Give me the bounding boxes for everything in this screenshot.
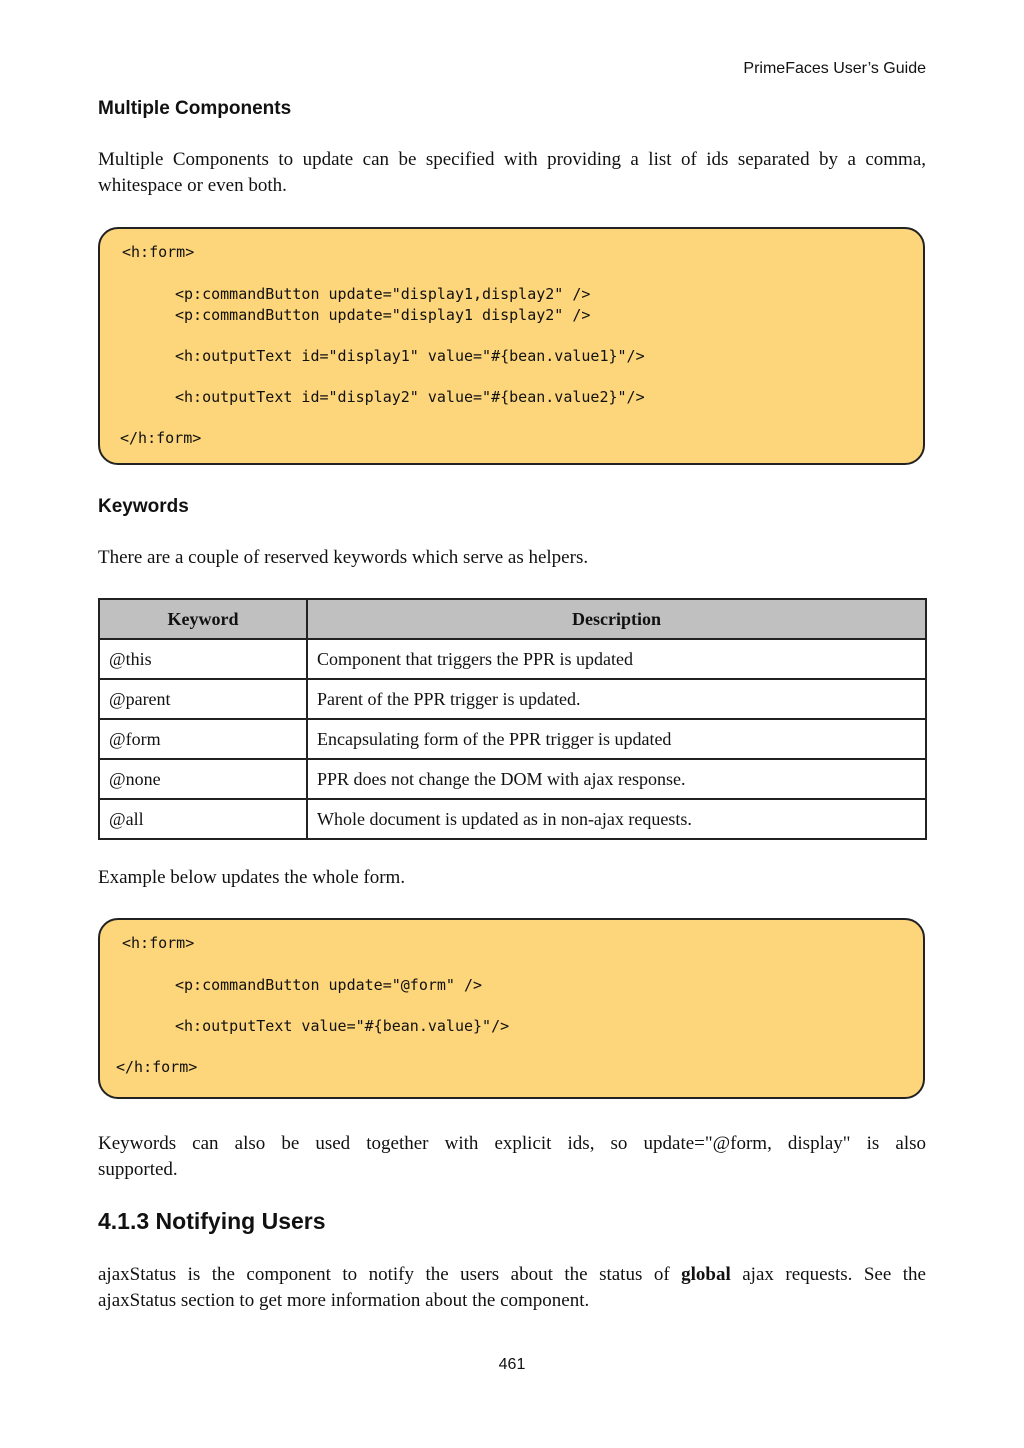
code-line: <h:form> bbox=[122, 243, 195, 261]
code-block-multiple-components bbox=[98, 227, 925, 465]
bold-text-global: global bbox=[681, 1264, 731, 1285]
running-header: PrimeFaces User’s Guide bbox=[743, 60, 926, 77]
description-cell: Component that triggers the PPR is updated bbox=[307, 639, 926, 679]
table-row bbox=[99, 759, 926, 799]
code-line: <p:commandButton update="display1 display2" /> bbox=[175, 306, 591, 324]
paragraph-line: Example below updates the whole form. bbox=[98, 867, 406, 888]
text-segment: ajaxStatus is the component to notify the users about the status of bbox=[98, 1264, 670, 1285]
section-heading-keywords: Keywords bbox=[98, 496, 189, 517]
paragraph-line: supported. bbox=[98, 1159, 178, 1180]
keyword-cell: @this bbox=[99, 639, 307, 679]
code-line: <p:commandButton update="display1,display2" /> bbox=[175, 285, 591, 303]
keywords-combined-paragraph bbox=[98, 1131, 926, 1183]
keywords-table bbox=[98, 598, 927, 840]
description-cell: Encapsulating form of the PPR trigger is updated bbox=[307, 719, 926, 759]
table-header-description: Description bbox=[307, 599, 926, 639]
table-header-row bbox=[99, 599, 926, 639]
multiple-components-paragraph bbox=[98, 147, 926, 199]
section-heading-multiple-components: Multiple Components bbox=[98, 98, 292, 119]
example-intro bbox=[98, 865, 926, 891]
description-cell: Parent of the PPR trigger is updated. bbox=[307, 679, 926, 719]
table-header-keyword: Keyword bbox=[99, 599, 307, 639]
keyword-cell: @none bbox=[99, 759, 307, 799]
paragraph-line bbox=[98, 1262, 926, 1288]
text-segment: ajax requests. See the bbox=[742, 1264, 926, 1285]
page-number: 461 bbox=[498, 1356, 526, 1373]
code-line: <h:form> bbox=[122, 934, 195, 952]
paragraph-line: Keywords can also be used together with explicit ids, so update="@form, display" is also bbox=[98, 1133, 926, 1154]
keyword-cell: @form bbox=[99, 719, 307, 759]
table-row bbox=[99, 799, 926, 839]
code-line: <h:outputText id="display2" value="#{bean.value2}"/> bbox=[175, 388, 645, 406]
code-block-keywords-example bbox=[98, 918, 925, 1099]
table-row bbox=[99, 719, 926, 759]
notifying-users-paragraph bbox=[98, 1262, 926, 1314]
paragraph-line: There are a couple of reserved keywords which serve as helpers. bbox=[98, 547, 589, 568]
code-line: </h:form> bbox=[120, 429, 202, 447]
table-row bbox=[99, 639, 926, 679]
chapter-heading-notifying-users: 4.1.3 Notifying Users bbox=[98, 1208, 326, 1234]
code-line: <h:outputText id="display1" value="#{bean.value1}"/> bbox=[175, 347, 645, 365]
code-line: </h:form> bbox=[116, 1058, 198, 1076]
description-cell: PPR does not change the DOM with ajax response. bbox=[307, 759, 926, 799]
code-line: <p:commandButton update="@form" /> bbox=[175, 976, 483, 994]
paragraph-line: whitespace or even both. bbox=[98, 175, 287, 196]
description-cell: Whole document is updated as in non-ajax requests. bbox=[307, 799, 926, 839]
keywords-intro bbox=[98, 545, 926, 571]
code-line: <h:outputText value="#{bean.value}"/> bbox=[175, 1017, 510, 1035]
paragraph-line: ajaxStatus section to get more information about the component. bbox=[98, 1290, 590, 1311]
keyword-cell: @all bbox=[99, 799, 307, 839]
keyword-cell: @parent bbox=[99, 679, 307, 719]
table-row bbox=[99, 679, 926, 719]
paragraph-line: Multiple Components to update can be specified with providing a list of ids separated by a comma, bbox=[98, 149, 926, 170]
